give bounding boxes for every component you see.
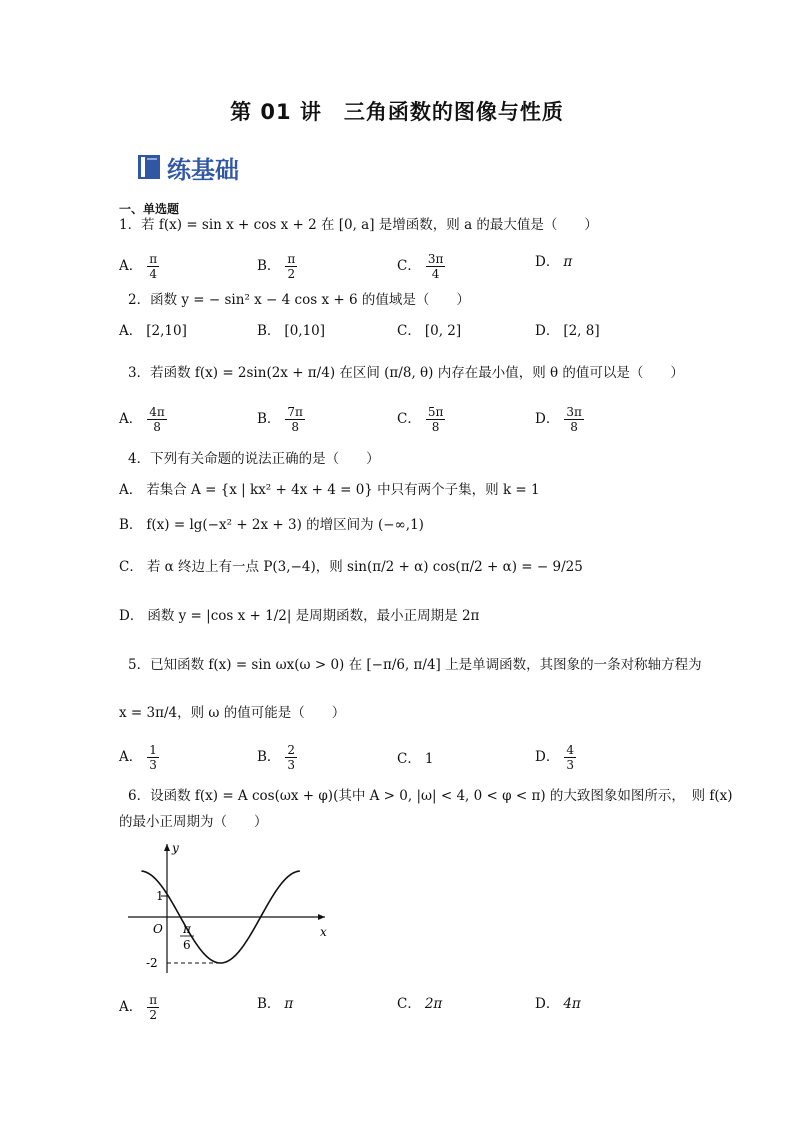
option-letter: A．: [119, 258, 143, 274]
question-5-stem-cont: x = 3π/4，则 ω 的值可能是（ ）: [119, 705, 346, 721]
option-text: 若集合 A = {x | kx² + 4x + 4 = 0} 中只有两个子集，则 k = 1: [146, 482, 540, 498]
question-1-stem: 1．若 f(x) = sin x + cos x + 2 在 [0, a] 是增函数，则 a 的最大值是（ ）: [119, 217, 598, 233]
x-axis-arrow: [318, 914, 325, 920]
frac-den: 2: [149, 1008, 158, 1022]
option-fraction: [147, 252, 159, 281]
option-text: 若 α 终边上有一点 P(3,−4)，则 sin(π/2 + α) cos(π/2 + α) = − 9/25: [146, 559, 583, 575]
option-letter: B．: [257, 996, 281, 1012]
frac-den: 3: [566, 758, 574, 772]
option-letter: A．: [119, 411, 143, 427]
option-letter: D．: [119, 608, 144, 624]
frac-den: 4: [149, 267, 158, 281]
section-label: 练基础: [167, 156, 239, 184]
q3-option-c[interactable]: [397, 405, 446, 434]
option-fraction: [285, 252, 297, 281]
frac-num: 5π: [427, 405, 444, 419]
frac-den: 3: [287, 758, 296, 772]
option-letter: B．: [119, 517, 143, 533]
option-letter: B．: [257, 323, 281, 339]
page-title: 第 01 讲 三角函数的图像与性质: [230, 100, 564, 124]
q1-option-a[interactable]: [119, 252, 160, 281]
question-6-stem-cont: 的最小正周期为（ ）: [119, 814, 268, 830]
option-fraction: [564, 405, 584, 434]
frac-den: 8: [291, 420, 299, 434]
frac-num: π: [287, 252, 296, 266]
frac-num: 4: [566, 743, 574, 757]
q2-option-a[interactable]: [119, 321, 187, 341]
option-letter: D．: [535, 411, 560, 427]
option-letter: C．: [119, 559, 143, 575]
option-letter: A．: [119, 323, 143, 339]
function-graph: [120, 838, 335, 978]
question-2-stem: 2．函数 y = − sin² x − 4 cos x + 6 的值域是（ ）: [128, 292, 470, 308]
x-tick-label-den: 6: [183, 938, 191, 952]
option-fraction: [426, 252, 446, 281]
frac-num: 3π: [566, 405, 582, 419]
y-axis-label: y: [172, 841, 179, 855]
frac-num: π: [149, 252, 158, 266]
q5-option-c[interactable]: [397, 749, 433, 769]
option-letter: D．: [535, 996, 560, 1012]
option-text: f(x) = lg(−x² + 2x + 3) 的增区间为 (−∞,1): [146, 517, 424, 533]
q2-option-b[interactable]: [257, 321, 325, 341]
option-fraction: [426, 405, 446, 434]
option-text: [0,10]: [284, 323, 326, 339]
option-letter: C．: [397, 258, 421, 274]
origin-label: O: [153, 922, 163, 936]
option-letter: D．: [535, 749, 560, 765]
x-tick-label-num: π: [183, 922, 191, 936]
q3-option-d[interactable]: [535, 405, 585, 434]
q2-option-c[interactable]: [397, 321, 461, 341]
option-letter: A．: [119, 749, 143, 765]
q6-option-c[interactable]: [397, 994, 442, 1014]
option-text: 4π: [563, 996, 581, 1012]
question-5-stem: 5．已知函数 f(x) = sin ωx(ω > 0) 在 [−π/6, π/4] 上是单调函数，其图象的一条对称轴方程为: [128, 657, 702, 673]
option-text: 2π: [424, 996, 443, 1012]
option-text: π: [284, 996, 294, 1012]
option-letter: C．: [397, 996, 421, 1012]
option-letter: C．: [397, 323, 421, 339]
frac-den: 3: [149, 758, 157, 772]
q4-option-a[interactable]: [119, 480, 540, 500]
frac-num: π: [149, 993, 158, 1007]
q4-option-c[interactable]: [119, 557, 583, 577]
option-fraction: [564, 743, 576, 772]
frac-den: 8: [570, 420, 578, 434]
q1-option-c[interactable]: [397, 252, 446, 281]
option-text: [2,10]: [146, 323, 187, 339]
frac-den: 8: [153, 420, 161, 434]
q4-option-d[interactable]: [119, 606, 479, 626]
frac-num: 2: [287, 743, 296, 757]
option-letter: A．: [119, 482, 143, 498]
option-fraction: [285, 743, 297, 772]
question-6-stem: 6．设函数 f(x) = A cos(ωx + φ)(其中 A > 0, |ω| < 4, 0 < φ < π) 的大致图象如图所示， 则 f(x): [128, 788, 733, 804]
option-text: [0, 2]: [424, 323, 462, 339]
y-axis-arrow: [164, 844, 170, 851]
q5-option-b[interactable]: [257, 743, 298, 772]
q1-option-b[interactable]: [257, 252, 298, 281]
option-fraction: [285, 405, 305, 434]
frac-den: 2: [287, 267, 296, 281]
option-letter: C．: [397, 411, 421, 427]
x-axis-label: x: [320, 925, 327, 939]
option-letter: B．: [257, 258, 281, 274]
frac-den: 4: [431, 267, 440, 281]
option-letter: A．: [119, 999, 143, 1015]
frac-num: 1: [149, 743, 157, 757]
option-fraction: [147, 993, 159, 1022]
option-letter: D．: [535, 323, 560, 339]
q3-option-b[interactable]: [257, 405, 306, 434]
q6-option-d[interactable]: [535, 994, 581, 1014]
option-text: π: [563, 254, 573, 270]
frac-num: 7π: [287, 405, 303, 419]
question-3-stem: 3．若函数 f(x) = 2sin(2x + π/4) 在区间 (π/8, θ) 内存在最小值，则 θ 的值可以是（ ）: [128, 365, 684, 381]
question-4-stem: 4．下列有关命题的说法正确的是（ ）: [128, 451, 380, 467]
book-icon: [137, 154, 161, 180]
frac-num: 3π: [427, 252, 444, 266]
y-tick-label-positive: 1: [156, 889, 164, 903]
option-letter: D．: [535, 254, 560, 270]
option-letter: B．: [257, 411, 281, 427]
frac-den: 8: [431, 420, 440, 434]
q6-option-b[interactable]: [257, 994, 293, 1014]
frac-num: 4π: [149, 405, 165, 419]
option-text: 1: [424, 751, 434, 767]
option-text: 函数 y = |cos x + 1/2| 是周期函数，最小正周期是 2π: [147, 608, 480, 624]
option-letter: C．: [397, 751, 421, 767]
option-text: [2, 8]: [563, 323, 600, 339]
part-label: 一、单选题: [119, 202, 180, 216]
option-fraction: [147, 405, 167, 434]
q5-option-d[interactable]: [535, 743, 577, 772]
option-letter: B．: [257, 749, 281, 765]
option-fraction: [147, 743, 159, 772]
q2-option-d[interactable]: [535, 321, 600, 341]
q4-option-b[interactable]: [119, 515, 424, 535]
q3-option-a[interactable]: [119, 405, 168, 434]
q5-option-a[interactable]: [119, 743, 160, 772]
q6-option-a[interactable]: [119, 993, 160, 1022]
y-tick-label-negative: -2: [146, 956, 158, 970]
q1-option-d[interactable]: [535, 252, 572, 272]
